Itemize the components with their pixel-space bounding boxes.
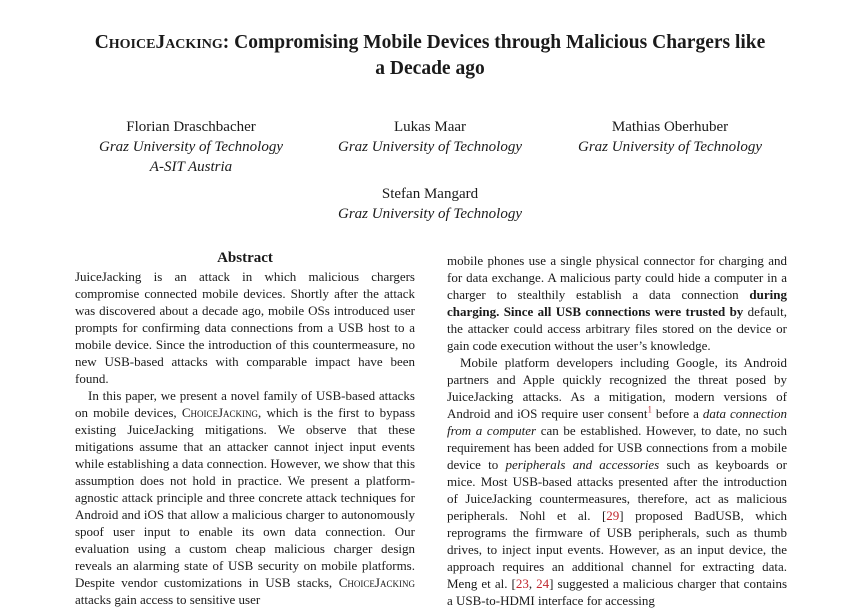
citation-link[interactable]: 29 xyxy=(606,508,620,523)
abstract-paragraph-2 xyxy=(75,387,415,608)
author-affiliation: Graz University of Technology xyxy=(98,139,283,155)
author-affiliation: Graz University of Technology xyxy=(337,139,522,155)
title-rest: : Compromising Mobile Devices through Malicious Chargers like xyxy=(222,32,766,53)
body-text: such as keyboards or mice. Most USB-based attacks presented after the introduction of JuiceJacking countermeasures, therefore, act as malicious peripherals. Nohl et al. [ xyxy=(447,457,787,523)
intro-paragraph-1 xyxy=(447,252,787,354)
title-line2: a Decade ago xyxy=(375,58,485,79)
body-text: default, the attacker could access arbitrary files stored on the device or gain code execution without the user’s knowledge. xyxy=(447,304,787,353)
author-affiliation-2: A-SIT Austria xyxy=(149,159,233,175)
author-1 xyxy=(61,117,321,177)
body-text: ] proposed BadUSB, which reprograms the firmware of USB peripherals, such as thumb drives, to inject input events. However, as an input device, the approach requires an additional channel for extracting data. Meng et al. [ xyxy=(447,508,787,591)
footnote-link[interactable]: 1 xyxy=(647,404,652,415)
body-text: mobile phones use a single physical connector for charging and for data exchange. A malicious party could hide a computer in a charger to stealthily establish a data connection xyxy=(447,253,787,302)
author-name: Florian Draschbacher xyxy=(126,119,256,135)
abstract-paragraph-1: JuiceJacking is an attack in which malicious chargers compromise connected mobile devices. Shortly after the attack was discovered about a decade ago, mobile OSs introduced user prompts for confirming data connections from a USB host to a mobile device. Since the introduction of this countermeasure, no new USB-based attacks with comparable impact have been found. xyxy=(75,269,415,386)
abstract-text: In this paper, we present a novel family of USB-based attacks on mobile devices, xyxy=(75,388,415,420)
author-name: Lukas Maar xyxy=(393,119,467,135)
abstract-text: , which is the first to bypass existing JuiceJacking mitigations. We observe that these mitigations assume that an attacker cannot inject input events while establishing a data connection. However, we show that this assumption does not hold in practice. We present a platform-agnostic attack principle and three concrete attack techniques for Android and iOS that allow a malicious charger to autonomously spoof user input to enable its own data connection. Our evaluation using a custom cheap malicious charger design reveals an alarming state of USB security on mobile platforms. Despite vendor customizations in USB stacks, xyxy=(75,405,415,590)
paper-title xyxy=(40,30,820,82)
author-2 xyxy=(300,117,560,157)
author-name: Mathias Oberhuber xyxy=(611,119,729,135)
author-4 xyxy=(300,184,560,224)
body-text: can be established. However, to date, no such requirement has been added for USB connections from a mobile device to xyxy=(447,423,787,472)
author-name: Stefan Mangard xyxy=(381,186,479,202)
attack-name: ChoiceJacking xyxy=(338,575,415,590)
body-text: before a xyxy=(651,406,703,421)
left-column xyxy=(75,248,415,608)
body-text: ] suggested a malicious charger that contains a USB-to-HDMI interface for accessing xyxy=(447,576,788,608)
author-3 xyxy=(540,117,800,157)
citation-link[interactable]: 24 xyxy=(536,576,550,591)
attack-name: ChoiceJacking xyxy=(181,405,259,420)
abstract-heading: Abstract xyxy=(217,250,273,266)
body-text: Mobile platform developers including Google, its Android partners and Apple quickly recognized the threat posed by JuiceJacking attacks. As a mitigation, modern versions of Android and iOS require user consent xyxy=(447,355,787,421)
emphasis-text: peripherals and accessories xyxy=(505,457,660,472)
citation-link[interactable]: 23 xyxy=(515,576,529,591)
intro-paragraph-2 xyxy=(447,354,787,609)
abstract-text: attacks gain access to sensitive user xyxy=(75,592,261,607)
right-column xyxy=(447,252,787,609)
citation-separator: , xyxy=(528,576,537,591)
author-affiliation: Graz University of Technology xyxy=(577,139,762,155)
emphasis-text: data connection from a computer xyxy=(447,406,787,438)
bold-text: during charging. Since all USB connections were trusted by xyxy=(447,287,787,319)
author-affiliation: Graz University of Technology xyxy=(337,206,522,222)
title-smallcaps: ChoiceJacking xyxy=(94,32,223,53)
